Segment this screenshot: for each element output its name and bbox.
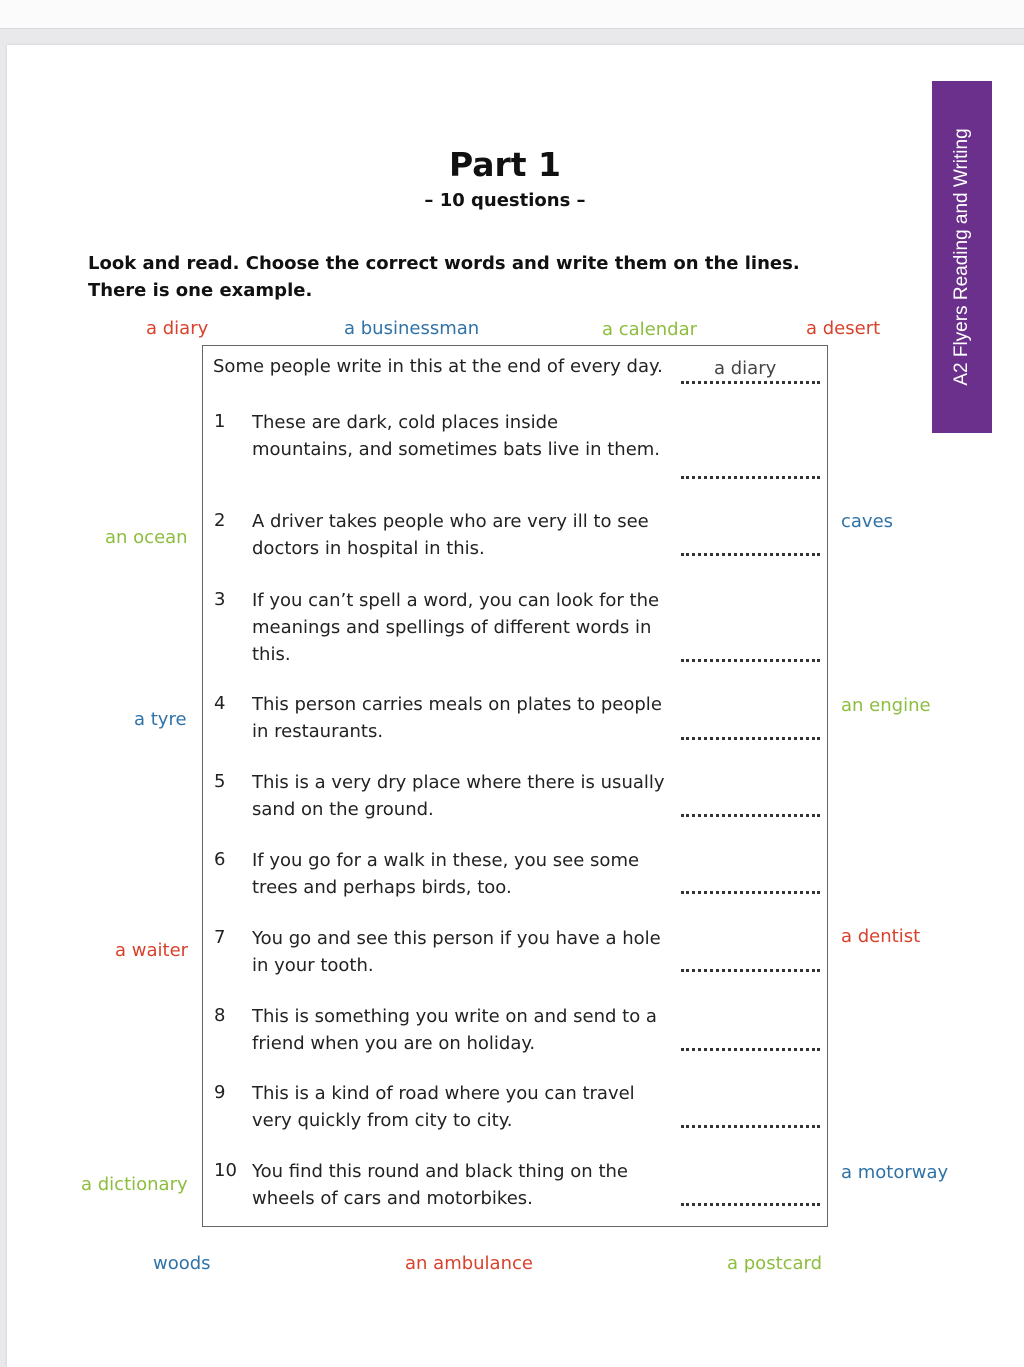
word-a-desert: a desert bbox=[806, 318, 881, 339]
answer-line-1[interactable] bbox=[681, 476, 820, 479]
question-number: 2 bbox=[214, 510, 226, 531]
question-number: 3 bbox=[214, 589, 226, 610]
question-line: mountains, and sometimes bats live in them. bbox=[252, 439, 661, 460]
word-a-dictionary: a dictionary bbox=[81, 1174, 188, 1195]
instructions-line-1: Look and read. Choose the correct words and write them on the lines. bbox=[88, 253, 800, 274]
question-text bbox=[252, 847, 639, 901]
question-line: This is a very dry place where there is usually bbox=[252, 772, 665, 793]
question-line: This is something you write on and send to a bbox=[252, 1006, 657, 1027]
question-number: 10 bbox=[214, 1160, 237, 1181]
question-text bbox=[252, 1080, 635, 1134]
answer-line-4[interactable] bbox=[681, 737, 820, 740]
word-an-engine: an engine bbox=[841, 695, 931, 716]
answer-line-3[interactable] bbox=[681, 659, 820, 662]
word-a-motorway: a motorway bbox=[841, 1162, 949, 1183]
question-text bbox=[252, 587, 659, 668]
question-text bbox=[252, 925, 661, 979]
question-number: 4 bbox=[214, 693, 226, 714]
question-text bbox=[252, 691, 662, 745]
instructions bbox=[88, 250, 888, 304]
word-a-diary: a diary bbox=[146, 318, 209, 339]
example-answer-line bbox=[681, 381, 820, 384]
question-number: 6 bbox=[214, 849, 226, 870]
question-text bbox=[252, 1158, 628, 1212]
answer-line-2[interactable] bbox=[681, 553, 820, 556]
side-tab-label: A2 Flyers Reading and Writing bbox=[951, 128, 972, 386]
question-line: This is a kind of road where you can travel bbox=[252, 1083, 635, 1104]
answer-line-6[interactable] bbox=[681, 891, 820, 894]
question-text bbox=[252, 769, 665, 823]
question-line: trees and perhaps birds, too. bbox=[252, 877, 512, 898]
example-text: Some people write in this at the end of every day. bbox=[213, 356, 663, 377]
question-line: meanings and spellings of different words in bbox=[252, 617, 652, 638]
side-tab bbox=[932, 81, 992, 433]
answer-line-8[interactable] bbox=[681, 1048, 820, 1051]
question-number: 1 bbox=[214, 411, 226, 432]
answer-line-7[interactable] bbox=[681, 969, 820, 972]
question-line: in restaurants. bbox=[252, 721, 384, 742]
word-woods: woods bbox=[153, 1253, 211, 1274]
word-an-ambulance: an ambulance bbox=[405, 1253, 533, 1274]
question-line: These are dark, cold places inside bbox=[252, 412, 559, 433]
answer-line-9[interactable] bbox=[681, 1125, 820, 1128]
word-a-tyre: a tyre bbox=[134, 709, 187, 730]
question-line: friend when you are on holiday. bbox=[252, 1033, 536, 1054]
question-number: 8 bbox=[214, 1005, 226, 1026]
page-title: Part 1 bbox=[448, 145, 562, 184]
word-a-waiter: a waiter bbox=[115, 940, 189, 961]
question-line: This person carries meals on plates to people bbox=[252, 694, 662, 715]
instructions-line-2: There is one example. bbox=[88, 280, 313, 301]
question-line: If you can’t spell a word, you can look for the bbox=[252, 590, 660, 611]
word-a-businessman: a businessman bbox=[344, 318, 480, 339]
question-text bbox=[252, 409, 660, 463]
word-a-calendar: a calendar bbox=[602, 319, 698, 340]
question-line: If you go for a walk in these, you see some bbox=[252, 850, 640, 871]
top-strip bbox=[0, 0, 1024, 29]
question-text bbox=[252, 508, 649, 562]
question-line: You find this round and black thing on the bbox=[252, 1161, 628, 1182]
question-number: 5 bbox=[214, 771, 226, 792]
question-line: wheels of cars and motorbikes. bbox=[252, 1188, 533, 1209]
word-a-dentist: a dentist bbox=[841, 926, 921, 947]
question-line: doctors in hospital in this. bbox=[252, 538, 485, 559]
question-line: in your tooth. bbox=[252, 955, 374, 976]
question-line: You go and see this person if you have a hole bbox=[252, 928, 661, 949]
question-number: 7 bbox=[214, 927, 226, 948]
question-line: A driver takes people who are very ill to see bbox=[252, 511, 649, 532]
word-an-ocean: an ocean bbox=[105, 527, 188, 548]
question-number: 9 bbox=[214, 1082, 226, 1103]
word-caves: caves bbox=[841, 511, 894, 532]
example-answer: a diary bbox=[714, 358, 777, 379]
question-line: sand on the ground. bbox=[252, 799, 434, 820]
word-a-postcard: a postcard bbox=[727, 1253, 823, 1274]
question-line: very quickly from city to city. bbox=[252, 1110, 513, 1131]
answer-line-5[interactable] bbox=[681, 814, 820, 817]
question-line: this. bbox=[252, 644, 291, 665]
answer-line-10[interactable] bbox=[681, 1203, 820, 1206]
page-subtitle: – 10 questions – bbox=[424, 190, 586, 211]
question-text bbox=[252, 1003, 657, 1057]
